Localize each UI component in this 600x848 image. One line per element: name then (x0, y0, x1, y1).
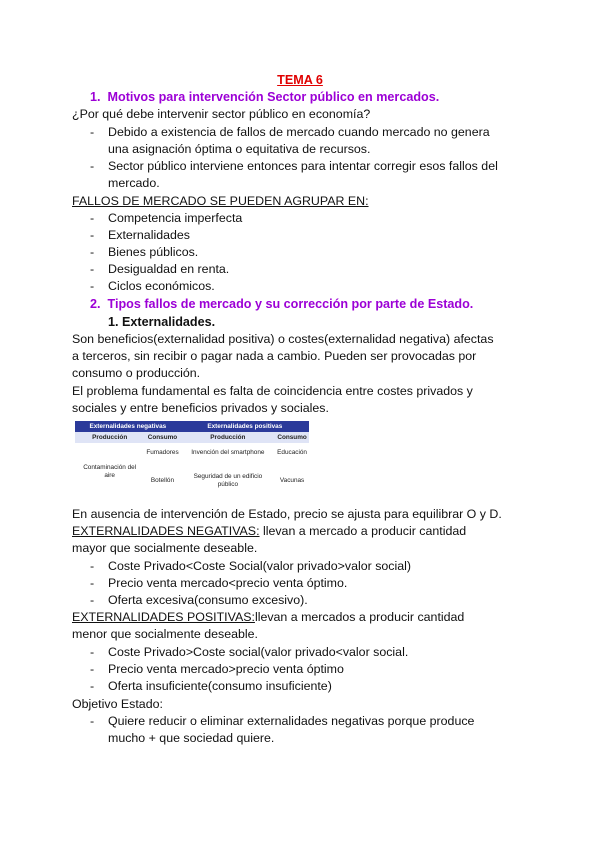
bullet-dash: - (90, 576, 95, 590)
table-col-header: Consumo (144, 432, 180, 443)
paragraph-1-line: Son beneficios(externalidad positiva) o costes(externalidad negativa) afectas (72, 332, 494, 346)
bullet-dash: - (90, 245, 95, 259)
section-2-title: Tipos fallos de mercado y su corrección por parte de Estado. (107, 297, 474, 311)
pos-item: Oferta insuficiente(consumo insuficiente) (108, 679, 332, 693)
section-2-heading (90, 296, 473, 313)
section-1-heading (90, 89, 439, 106)
paragraph-1-line: consumo o producción. (72, 366, 201, 380)
externalities-table (75, 421, 309, 500)
fallos-item: Bienes públicos. (108, 245, 199, 259)
neg-item: Oferta excesiva(consumo excesivo). (108, 593, 308, 607)
bullet-dash: - (90, 159, 95, 173)
neg-externalities-label: EXTERNALIDADES NEGATIVAS: (72, 524, 260, 538)
document-title: TEMA 6 (277, 73, 323, 87)
bullet-dash: - (90, 593, 95, 607)
bullet-dash: - (90, 228, 95, 242)
paragraph-2-line: sociales y entre beneficios privados y sociales. (72, 401, 329, 415)
fallos-item: Competencia imperfecta (108, 211, 243, 225)
fallos-item: Desigualdad en renta. (108, 262, 230, 276)
subsection-externalidades: 1. Externalidades. (108, 315, 216, 329)
list1-item-1-line2: una asignación óptima o equitativa de recursos. (108, 142, 371, 156)
bullet-dash: - (90, 559, 95, 573)
paragraph-2-line: El problema fundamental es falta de coincidencia entre costes privados y (72, 384, 473, 398)
list1-item-2-line2: mercado. (108, 176, 160, 190)
fallos-item: Ciclos económicos. (108, 279, 215, 293)
fallos-item: Externalidades (108, 228, 190, 242)
pos-item: Coste Privado>Coste social(valor privado<valor social. (108, 645, 409, 659)
table-cell: Invención del smartphone (181, 443, 275, 462)
table-header-negative: Externalidades negativas (75, 421, 181, 432)
table-cell: Fumadores (144, 443, 180, 462)
section-1-number: 1. (90, 90, 101, 104)
bullet-dash: - (90, 262, 95, 276)
table-cell: Seguridad de un edificio público (181, 462, 275, 500)
paragraph-3: En ausencia de intervención de Estado, precio se ajusta para equilibrar O y D. (72, 507, 502, 521)
bullet-dash: - (90, 714, 95, 728)
table-col-header: Producción (181, 432, 275, 443)
neg-item: Precio venta mercado<precio venta óptimo. (108, 576, 348, 590)
bullet-dash: - (90, 645, 95, 659)
table-cell: Vacunas (275, 462, 309, 500)
objetivo-item-line1: Quiere reducir o eliminar externalidades negativas porque produce (108, 714, 475, 728)
objetivo-heading: Objetivo Estado: (72, 697, 163, 711)
neg-externalities-line2: mayor que socialmente deseable. (72, 541, 258, 555)
table-header-positive: Externalidades positivas (181, 421, 309, 432)
bullet-dash: - (90, 679, 95, 693)
table-col-header: Producción (75, 432, 144, 443)
neg-externalities-line (72, 523, 466, 540)
pos-externalities-line (72, 609, 464, 626)
section-1-title: Motivos para intervención Sector público en mercados. (107, 90, 440, 104)
paragraph-1-line: a terceros, sin recibir o pagar nada a cambio. Pueden ser provocadas por (72, 349, 477, 363)
fallos-heading: FALLOS DE MERCADO SE PUEDEN AGRUPAR EN: (72, 194, 369, 208)
pos-externalities-label: EXTERNALIDADES POSITIVAS: (72, 610, 255, 624)
table-col-header: Consumo (275, 432, 309, 443)
pos-externalities-line2: menor que socialmente deseable. (72, 627, 258, 641)
list1-item-1-line1: Debido a existencia de fallos de mercado cuando mercado no genera (108, 125, 490, 139)
table-cell: Educación (275, 443, 309, 462)
table-cell: Contaminación del aire (75, 443, 144, 500)
section-2-number: 2. (90, 297, 101, 311)
pos-item: Precio venta mercado>precio venta óptimo (108, 662, 344, 676)
objetivo-item-line2: mucho + que sociedad quiere. (108, 731, 275, 745)
bullet-dash: - (90, 279, 95, 293)
bullet-dash: - (90, 662, 95, 676)
bullet-dash: - (90, 125, 95, 139)
question-text: ¿Por qué debe intervenir sector público en economía? (72, 107, 371, 121)
table-cell: Botellón (144, 462, 180, 500)
neg-item: Coste Privado<Coste Social(valor privado>valor social) (108, 559, 412, 573)
neg-externalities-text: llevan a mercado a producir cantidad (259, 524, 467, 538)
list1-item-2-line1: Sector público interviene entonces para intentar corregir esos fallos del (108, 159, 498, 173)
pos-externalities-text: llevan a mercados a producir cantidad (254, 610, 465, 624)
bullet-dash: - (90, 211, 95, 225)
